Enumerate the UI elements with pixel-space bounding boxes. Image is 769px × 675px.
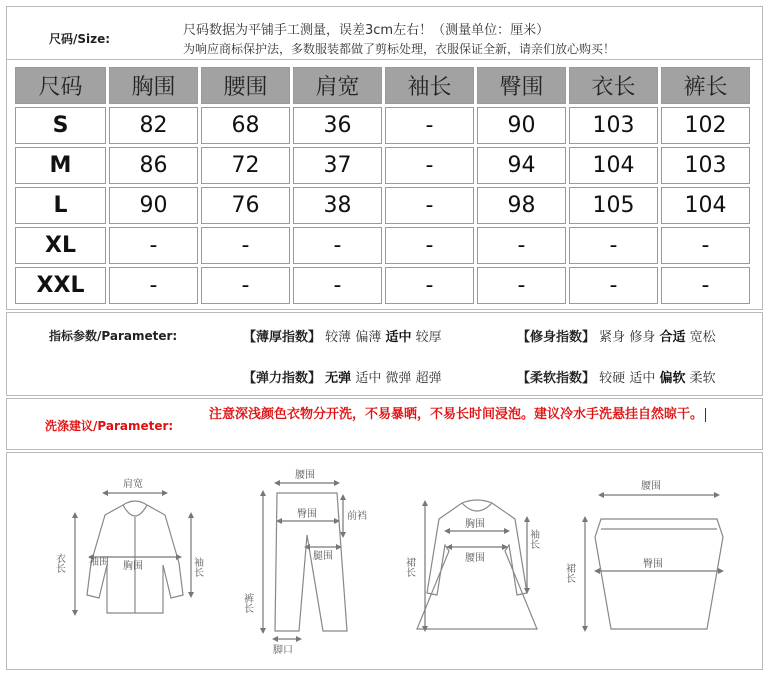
option: 较硬 xyxy=(599,371,626,386)
column-header: 尺码 xyxy=(15,67,106,104)
size-label: 尺码/Size: xyxy=(49,32,111,46)
thickness-tag: 【薄厚指数】 xyxy=(243,330,322,345)
softness-index xyxy=(517,367,716,386)
measurement-diagrams xyxy=(7,453,764,671)
table-cell: XXL xyxy=(15,267,106,304)
option: 适中 xyxy=(355,371,382,386)
table-cell: 104 xyxy=(569,147,658,184)
table-cell: - xyxy=(661,267,750,304)
dress-neckline xyxy=(462,503,492,511)
table-cell: 38 xyxy=(293,187,382,224)
table-cell: - xyxy=(293,227,382,264)
table-cell: 104 xyxy=(661,187,750,224)
table-cell: 90 xyxy=(109,187,198,224)
jacket-chest-label: 胸围 xyxy=(123,561,143,572)
table-cell: - xyxy=(477,267,566,304)
table-row xyxy=(15,187,750,224)
option-selected: 适中 xyxy=(385,330,412,345)
dress-chest-label: 胸围 xyxy=(465,519,485,530)
table-row xyxy=(15,107,750,144)
size-table xyxy=(12,64,753,307)
skirt-shape xyxy=(595,519,723,629)
table-cell: 98 xyxy=(477,187,566,224)
option: 较薄 xyxy=(325,330,352,345)
option-selected: 偏软 xyxy=(659,371,686,386)
table-cell: 76 xyxy=(201,187,290,224)
dress-sleeve-label: 袖长 xyxy=(527,529,539,549)
option: 宽松 xyxy=(689,330,716,345)
table-cell: 102 xyxy=(661,107,750,144)
column-header: 袖长 xyxy=(385,67,474,104)
table-cell: 82 xyxy=(109,107,198,144)
size-intro-panel xyxy=(6,6,763,60)
parameter-panel xyxy=(6,312,763,396)
column-header: 衣长 xyxy=(569,67,658,104)
measurement-note: 尺码数据为平铺手工测量，误差3cm左右！（测量单位：厘米） xyxy=(183,23,550,38)
pants-thigh-label: 腿围 xyxy=(313,551,333,562)
option: 较厚 xyxy=(415,330,442,345)
column-header: 腰围 xyxy=(201,67,290,104)
table-cell: - xyxy=(109,227,198,264)
table-cell: - xyxy=(569,227,658,264)
option: 超弹 xyxy=(415,371,442,386)
table-cell: - xyxy=(293,267,382,304)
measurement-diagram-panel xyxy=(6,452,763,670)
dress-length-label: 裙长 xyxy=(403,557,415,577)
text-caret xyxy=(705,408,706,422)
dress-waist-label: 腰围 xyxy=(465,553,485,564)
table-cell: 72 xyxy=(201,147,290,184)
table-cell: - xyxy=(201,267,290,304)
option: 微弹 xyxy=(385,371,412,386)
table-cell: 36 xyxy=(293,107,382,144)
table-cell: M xyxy=(15,147,106,184)
table-row xyxy=(15,227,750,264)
option: 偏薄 xyxy=(355,330,382,345)
table-cell: L xyxy=(15,187,106,224)
table-cell: S xyxy=(15,107,106,144)
fit-index xyxy=(517,326,716,345)
skirt-waist-label: 腰围 xyxy=(641,481,661,492)
jacket-shoulder-label: 肩宽 xyxy=(123,479,143,490)
table-cell: 103 xyxy=(661,147,750,184)
option: 适中 xyxy=(629,371,656,386)
column-header: 肩宽 xyxy=(293,67,382,104)
table-cell: - xyxy=(385,187,474,224)
jacket-length-label: 衣长 xyxy=(53,553,65,573)
pants-waist-label: 腰围 xyxy=(295,470,315,481)
label-cut-note: 为响应商标保护法，多数服装都做了剪标处理，衣服保证全新，请亲们放心购买！ xyxy=(183,42,616,56)
thickness-index xyxy=(243,326,442,345)
table-cell: - xyxy=(109,267,198,304)
table-cell: - xyxy=(385,147,474,184)
table-cell: - xyxy=(569,267,658,304)
parameter-label: 指标参数/Parameter: xyxy=(49,329,178,343)
jacket-waist-label: 袖围 xyxy=(89,557,109,568)
table-cell: 103 xyxy=(569,107,658,144)
pants-diagram xyxy=(263,483,347,639)
column-header: 胸围 xyxy=(109,67,198,104)
option: 紧身 xyxy=(599,330,626,345)
table-cell: 86 xyxy=(109,147,198,184)
table-cell: 37 xyxy=(293,147,382,184)
skirt-hip-label: 臀围 xyxy=(643,559,663,570)
column-header: 裤长 xyxy=(661,67,750,104)
table-cell: 94 xyxy=(477,147,566,184)
column-header: 臀围 xyxy=(477,67,566,104)
table-cell: 68 xyxy=(201,107,290,144)
pants-hip-label: 臀围 xyxy=(297,509,317,520)
size-table-panel xyxy=(6,60,763,310)
washing-instructions: 注意深浅颜色衣物分开洗，不易暴晒，不易长时间浸泡。建议冷水手洗悬挂自然晾干。 xyxy=(209,407,704,422)
option: 柔软 xyxy=(689,371,716,386)
elastic-tag: 【弹力指数】 xyxy=(243,371,322,386)
option: 修身 xyxy=(629,330,656,345)
jacket-hood xyxy=(123,505,147,516)
jacket-diagram xyxy=(75,493,191,613)
washing-label: 洗涤建议/Parameter: xyxy=(45,419,174,433)
pants-length-label: 裤长 xyxy=(241,593,253,613)
table-cell: - xyxy=(385,267,474,304)
table-header-row xyxy=(15,67,750,104)
table-cell: - xyxy=(661,227,750,264)
elastic-index xyxy=(243,367,442,386)
table-row xyxy=(15,147,750,184)
table-cell: - xyxy=(385,107,474,144)
table-cell: - xyxy=(385,227,474,264)
skirt-length-label: 裙长 xyxy=(563,563,575,583)
table-cell: - xyxy=(477,227,566,264)
pants-rise-label: 前裆 xyxy=(347,511,367,522)
option-selected: 合适 xyxy=(659,330,686,345)
table-cell: - xyxy=(201,227,290,264)
jacket-sleeve-label: 袖长 xyxy=(191,557,203,577)
fit-tag: 【修身指数】 xyxy=(517,330,596,345)
table-cell: 90 xyxy=(477,107,566,144)
washing-text xyxy=(209,405,757,425)
table-cell: 105 xyxy=(569,187,658,224)
pants-hem-label: 脚口 xyxy=(273,645,293,656)
table-row xyxy=(15,267,750,304)
washing-panel xyxy=(6,398,763,450)
softness-tag: 【柔软指数】 xyxy=(517,371,596,386)
option-selected: 无弹 xyxy=(325,371,352,386)
table-cell: XL xyxy=(15,227,106,264)
